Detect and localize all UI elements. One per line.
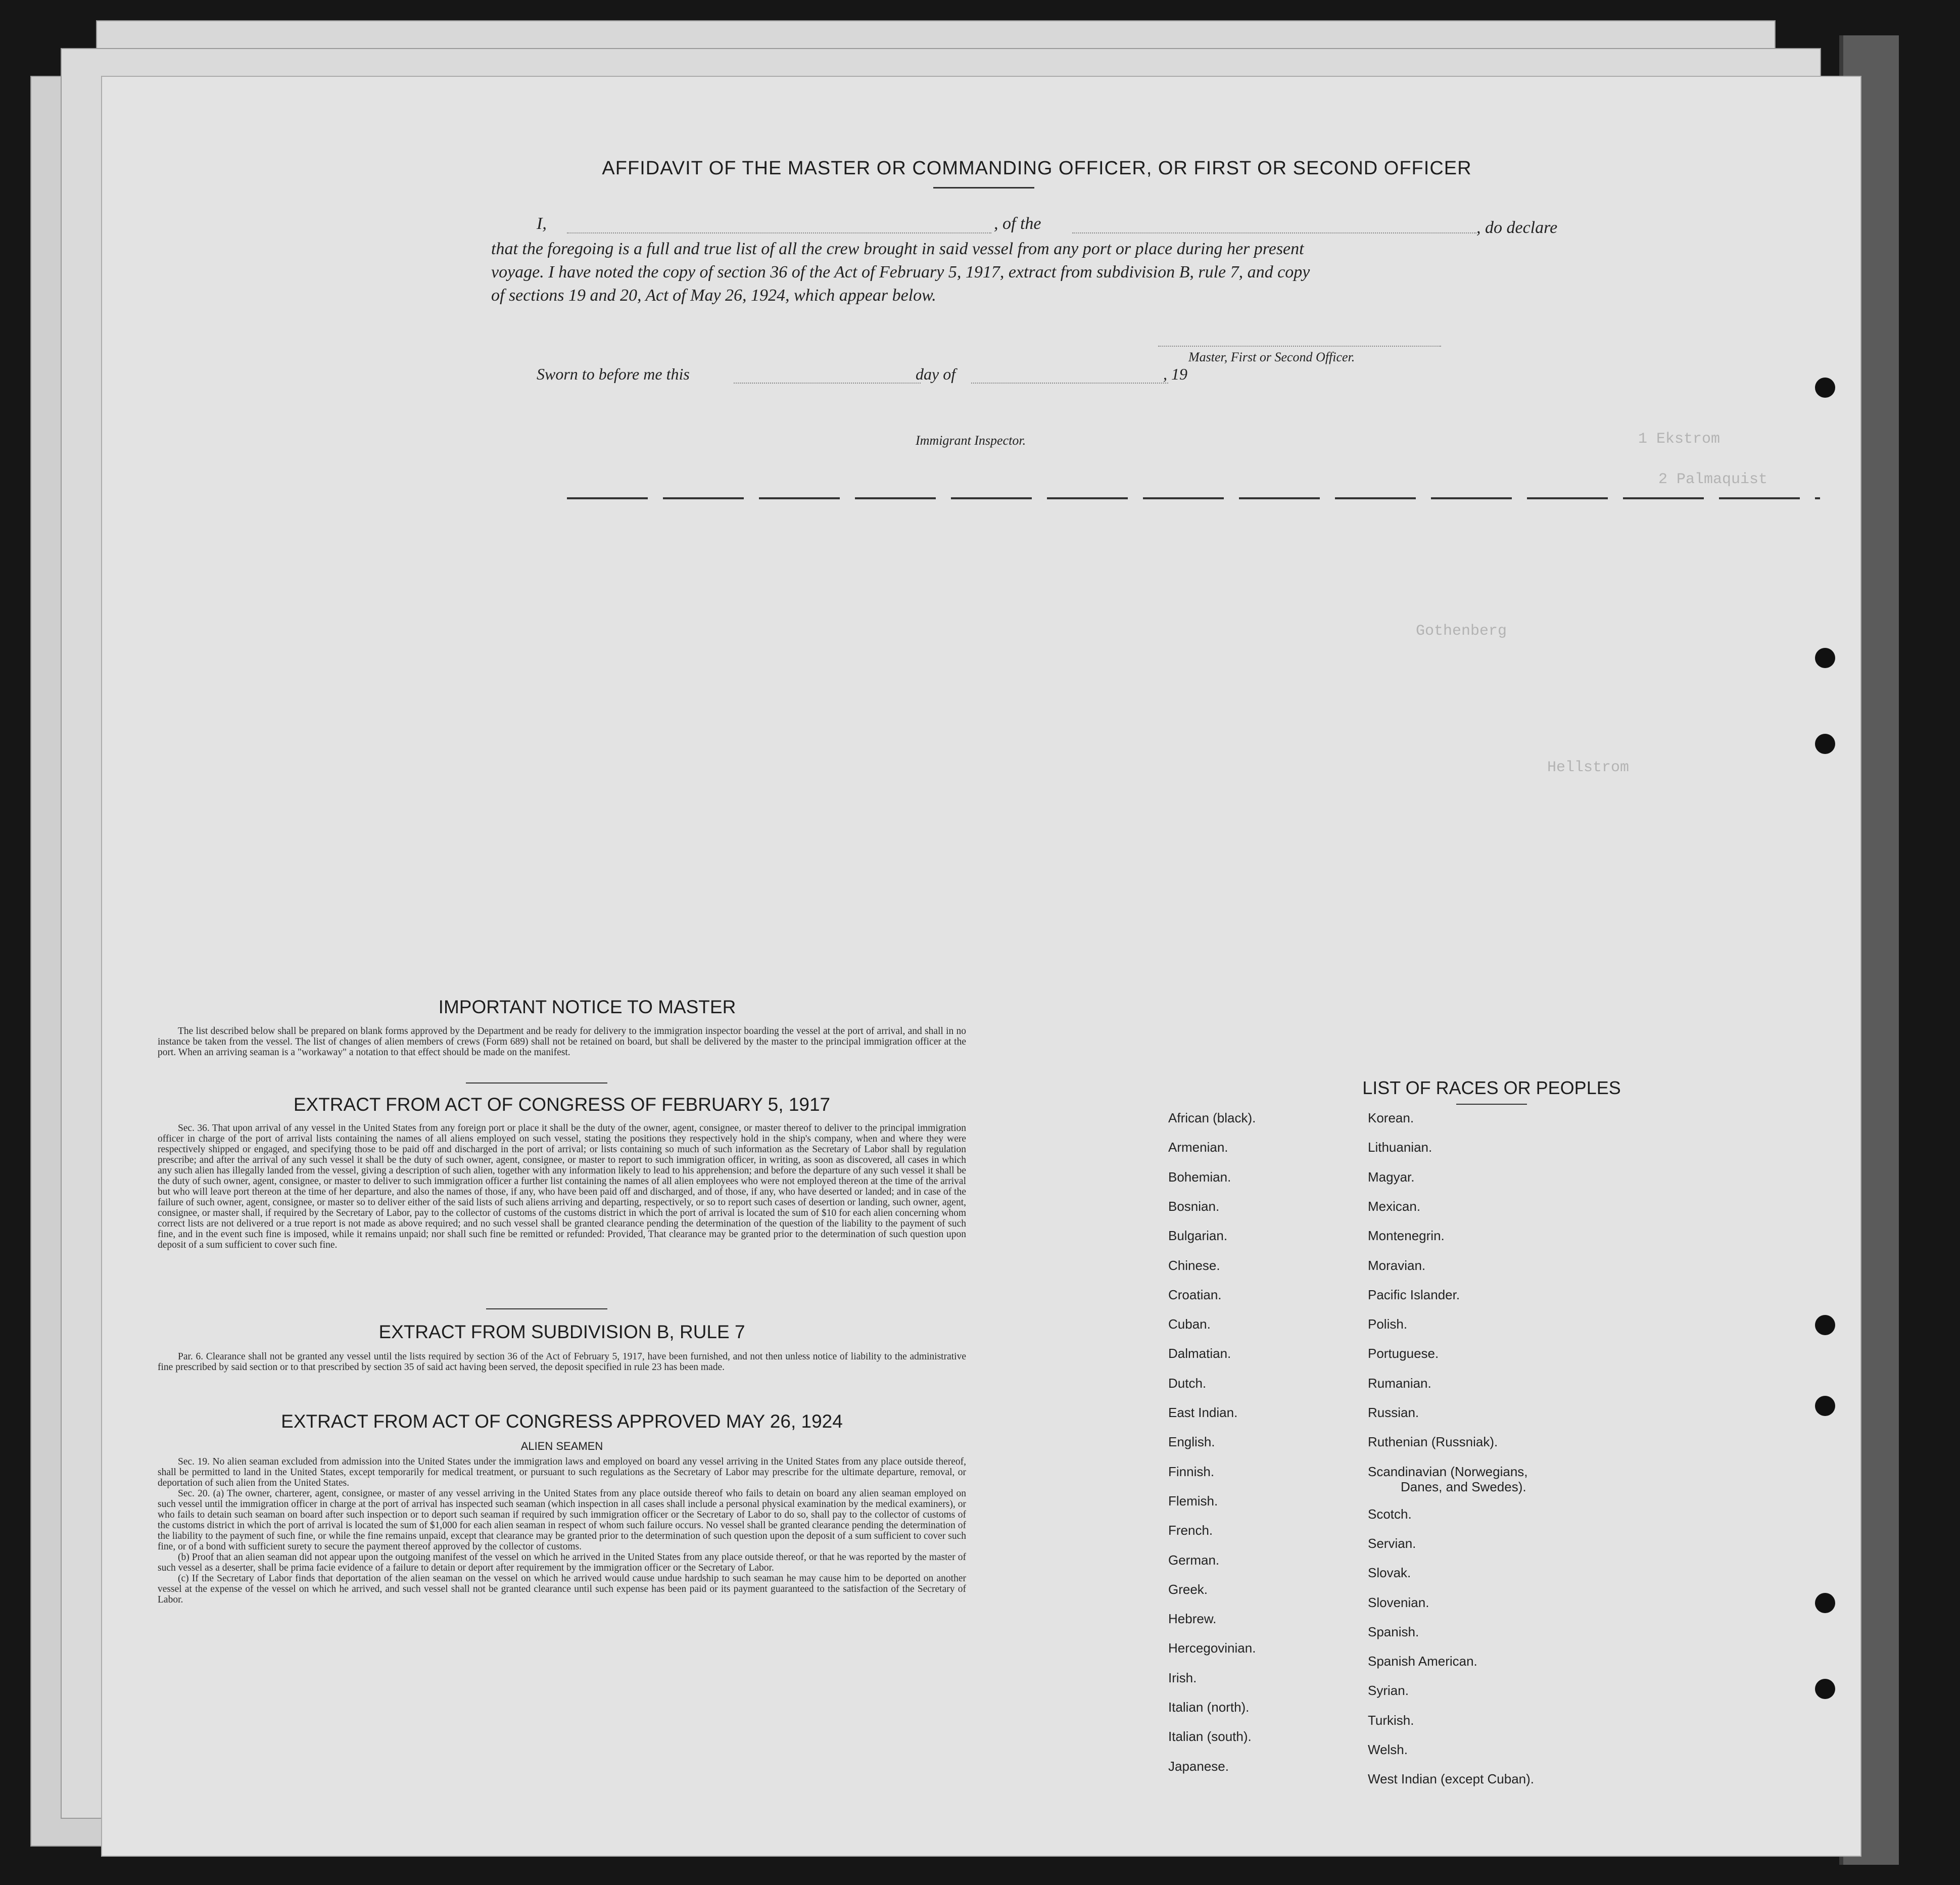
race-item: Armenian. xyxy=(1168,1140,1228,1155)
alien-seamen-subtitle: ALIEN SEAMEN xyxy=(520,1440,603,1452)
race-item: Croatian. xyxy=(1168,1287,1222,1302)
bleed-through-row: 1 Ekstrom xyxy=(1638,431,1720,448)
sec19-text: Sec. 19. No alien seaman excluded from admission into the United States under the immigration laws and employed on board any vessel arriving in the United States from any place outside thereof, shall be permitted to land in the United States, except temporarily for medical treatment, or pursuant to such regulations as the Secretary of Labor may prescribe for the ultimate departure, removal, or deportation of such alien from the United States. xyxy=(158,1456,966,1488)
signature-line xyxy=(1158,346,1441,347)
rule7-title: EXTRACT FROM SUBDIVISION B, RULE 7 xyxy=(378,1322,745,1342)
affidavit-line-4: of sections 19 and 20, Act of May 26, 1924, which appear below. xyxy=(491,286,936,305)
extract-1924-body xyxy=(158,1456,966,1605)
affidavit-of-the: , of the xyxy=(994,214,1041,233)
race-item: Greek. xyxy=(1168,1581,1208,1597)
month-blank xyxy=(971,383,1168,384)
affidavit-declare: , do declare xyxy=(1476,218,1558,237)
punch-hole xyxy=(1815,1679,1835,1699)
inspector-label: Immigrant Inspector. xyxy=(916,433,1026,448)
race-item: Finnish. xyxy=(1168,1464,1215,1479)
punch-hole xyxy=(1815,1593,1835,1613)
race-item: Scandinavian (Norwegians, xyxy=(1368,1464,1528,1479)
punch-hole xyxy=(1815,1396,1835,1416)
race-item: Bulgarian. xyxy=(1168,1228,1228,1244)
punch-hole xyxy=(1815,734,1835,754)
race-item: Welsh. xyxy=(1368,1742,1408,1757)
affidavit-line-3: voyage. I have noted the copy of section 36 of the Act of February 5, 1917, extract from subdivision B, rule 7, and copy xyxy=(491,263,1310,281)
race-item: Hebrew. xyxy=(1168,1611,1217,1627)
race-item: Turkish. xyxy=(1368,1712,1414,1728)
race-item: Bohemian. xyxy=(1168,1169,1231,1185)
vessel-blank xyxy=(1072,232,1476,233)
bleed-through-row: Hellstrom xyxy=(1547,759,1630,776)
title-divider xyxy=(933,187,1034,188)
race-item: East Indian. xyxy=(1168,1405,1238,1420)
sec20b-text: (b) Proof that an alien seaman did not appear upon the outgoing manifest of the vessel on which he arrived in the United States from any place outside thereof, or that he was reported by the master of such vessel as a deserter, shall be prima facie evidence of a failure to detain or deport after requirement by the immigration officer or the Secretary of Labor. xyxy=(158,1552,966,1573)
sworn-label: Sworn to before me this xyxy=(537,365,690,383)
extract-1917-body xyxy=(158,1123,966,1250)
sworn-blank xyxy=(734,383,921,384)
race-item: Korean. xyxy=(1368,1110,1414,1125)
sec20c-text: (c) If the Secretary of Labor finds that deportation of the alien seaman on the vessel on which he arrived would cause undue hardship to such seaman he may cause him to be deported on another vessel at the expense of the vessel on which he arrived, and such vessel shall not be granted clearance until such expense has been paid or its payment guaranteed to the satisfaction of the Secretary of Labor. xyxy=(158,1573,966,1605)
race-item: Magyar. xyxy=(1368,1169,1415,1185)
race-item: German. xyxy=(1168,1552,1220,1568)
race-item: Lithuanian. xyxy=(1368,1140,1432,1155)
race-item: French. xyxy=(1168,1523,1213,1538)
notice-text: The list described below shall be prepared on blank forms approved by the Department and be ready for delivery to the immigration inspector boarding the vessel at the port of arrival, and shall in no instance be taken from the vessel. The list of changes of alien members of crews (Form 689) shall not be retained on board, but shall be delivered by the master to the principal immigration officer at the port. When an arriving seaman is a "workaway" a notation to that effect should be made on the manifest. xyxy=(158,1026,966,1058)
divider xyxy=(466,1082,607,1083)
race-item: Italian (north). xyxy=(1168,1700,1250,1715)
race-item: English. xyxy=(1168,1434,1215,1450)
race-item: Syrian. xyxy=(1368,1683,1409,1699)
race-item: Japanese. xyxy=(1168,1758,1229,1774)
race-item: Dutch. xyxy=(1168,1375,1207,1391)
race-item: Mexican. xyxy=(1368,1198,1421,1214)
extract-1917-title: EXTRACT FROM ACT OF CONGRESS OF FEBRUARY 5, 1917 xyxy=(293,1094,831,1115)
race-item: Slovak. xyxy=(1368,1565,1411,1581)
races-title: LIST OF RACES OR PEOPLES xyxy=(1362,1077,1621,1098)
race-item: Irish. xyxy=(1168,1670,1197,1685)
sec20a-text: Sec. 20. (a) The owner, charterer, agent, consignee, or master of any vessel arriving in the United States from any place outside thereof who fails to detain on board any alien seaman employed on such vessel until the immigration officer in charge at the port of arrival has inspected such seaman (which inspection in all cases shall include a personal physical examination by the medical examiners), or who fails to detain such seaman on board after such inspection or to deport such seaman if required by such immigration officer or the Secretary of Labor to do so, shall pay to the collector of customs of the customs district in which the port of arrival is located the sum of $1,000 for each alien seaman in respect of whom such failure occurs. No vessel shall be granted clearance pending the determination of the liability to the payment of such fine, or while the fine remains unpaid, except that clearance may be granted prior to the determination of such question upon the deposit of a sum sufficient to cover such fine, or of a bond with sufficient surety to secure the payment thereof approved by the collector of customs. xyxy=(158,1488,966,1552)
bleed-through-row: Gothenberg xyxy=(1416,623,1507,640)
race-item: Rumanian. xyxy=(1368,1375,1431,1391)
race-item: Cuban. xyxy=(1168,1316,1211,1332)
race-item: Dalmatian. xyxy=(1168,1346,1231,1361)
race-item: Chinese. xyxy=(1168,1257,1220,1273)
day-of-label: day of xyxy=(916,365,956,383)
affidavit-line-2: that the foregoing is a full and true list of all the crew brought in said vessel from any port or place during her present xyxy=(491,240,1304,258)
race-item: Scotch. xyxy=(1368,1506,1412,1522)
year-prefix: , 19 xyxy=(1163,365,1187,383)
race-item: Portuguese. xyxy=(1368,1346,1439,1361)
race-item: Montenegrin. xyxy=(1368,1228,1445,1244)
race-item: Polish. xyxy=(1368,1316,1408,1332)
bleed-through-row: 2 Palmaquist xyxy=(1658,471,1768,488)
affidavit-i: I, xyxy=(537,214,547,233)
race-item: Ruthenian (Russniak). xyxy=(1368,1434,1498,1450)
punch-hole xyxy=(1815,378,1835,398)
race-item: Spanish American. xyxy=(1368,1654,1477,1669)
punch-hole xyxy=(1815,1315,1835,1335)
extract-1924-title: EXTRACT FROM ACT OF CONGRESS APPROVED MAY 26, 1924 xyxy=(281,1411,843,1432)
punch-hole xyxy=(1815,648,1835,668)
notice-body xyxy=(158,1026,966,1058)
section-separator xyxy=(567,497,1820,499)
rule7-body xyxy=(158,1351,966,1373)
notice-title: IMPORTANT NOTICE TO MASTER xyxy=(438,997,736,1017)
race-item: Servian. xyxy=(1368,1535,1416,1551)
signature-label: Master, First or Second Officer. xyxy=(1188,350,1355,364)
race-item: Slovenian. xyxy=(1368,1594,1429,1610)
race-item: Russian. xyxy=(1368,1405,1419,1420)
race-item: Spanish. xyxy=(1368,1624,1419,1639)
document-page xyxy=(101,76,1861,1857)
race-item: Hercegovinian. xyxy=(1168,1640,1256,1656)
divider xyxy=(486,1308,607,1309)
race-item: Pacific Islander. xyxy=(1368,1287,1460,1302)
race-item: Danes, and Swedes). xyxy=(1401,1479,1526,1494)
race-item: West Indian (except Cuban). xyxy=(1368,1771,1535,1787)
race-item: Italian (south). xyxy=(1168,1729,1252,1745)
race-item: Flemish. xyxy=(1168,1493,1218,1509)
name-blank xyxy=(567,232,991,233)
race-item: Bosnian. xyxy=(1168,1198,1220,1214)
race-item: African (black). xyxy=(1168,1110,1256,1125)
divider xyxy=(1456,1104,1527,1105)
sec36-text: Sec. 36. That upon arrival of any vessel in the United States from any foreign port or place it shall be the duty of the owner, agent, consignee, or master thereof to deliver to the principal immigration officer in charge of the port of arrival lists containing the names of all aliens employed on such vessel, stating the positions they respectively hold in the ship's company, when and where they were respectively shipped or engaged, and specifying those to be paid off and discharged in the port of arrival; or lists containing so much of such information as the Secretary of Labor shall by regulation prescribe; and after the arrival of any such vessel it shall be the duty of such owner, agent, consignee, or master to report to such immigration officer, in writing, as soon as discovered, all cases in which any such alien has illegally landed from the vessel, giving a description of such alien, together with any information likely to lead to his apprehension; and before the departure of any such vessel it shall be the duty of such owner, agent, consignee, or master to deliver to such immigration officer a further list containing the names of all alien employees who were not employed thereon at the time of the arrival but who will leave port thereon at the time of her departure, and also the names of those, if any, who have been paid off and discharged, and of those, if any, who have deserted or landed; and in case of the failure of such owner, agent, consignee, or master so to deliver either of the said lists of such aliens arriving and departing, respectively, or so to report such cases of desertion or landing, such owner, agent, consignee, or master shall, if required by the Secretary of Labor, pay to the collector of customs of the customs district in which the port of arrival is located the sum of $10 for each alien concerning whom correct lists are not delivered or a true report is not made as above required; and no such vessel shall be granted clearance pending the determination of the question of the liability to the payment of such fine, and in the event such fine is imposed, while it remains unpaid; nor shall such fine be remitted or refunded: Provided, That clearance may be granted prior to the determination of such question upon deposit of a sum sufficient to cover such fine. xyxy=(158,1123,966,1250)
race-item: Moravian. xyxy=(1368,1257,1426,1273)
affidavit-title: AFFIDAVIT OF THE MASTER OR COMMANDING OFFICER, OR FIRST OR SECOND OFFICER xyxy=(602,158,1472,179)
rule7-text: Par. 6. Clearance shall not be granted any vessel until the lists required by section 36 of the Act of February 5, 1917, have been furnished, and not then unless notice of liability to the administrative fine prescribed by said section or to that prescribed by section 35 of said act having been served, the deposit specified in rule 23 has been made. xyxy=(158,1351,966,1373)
